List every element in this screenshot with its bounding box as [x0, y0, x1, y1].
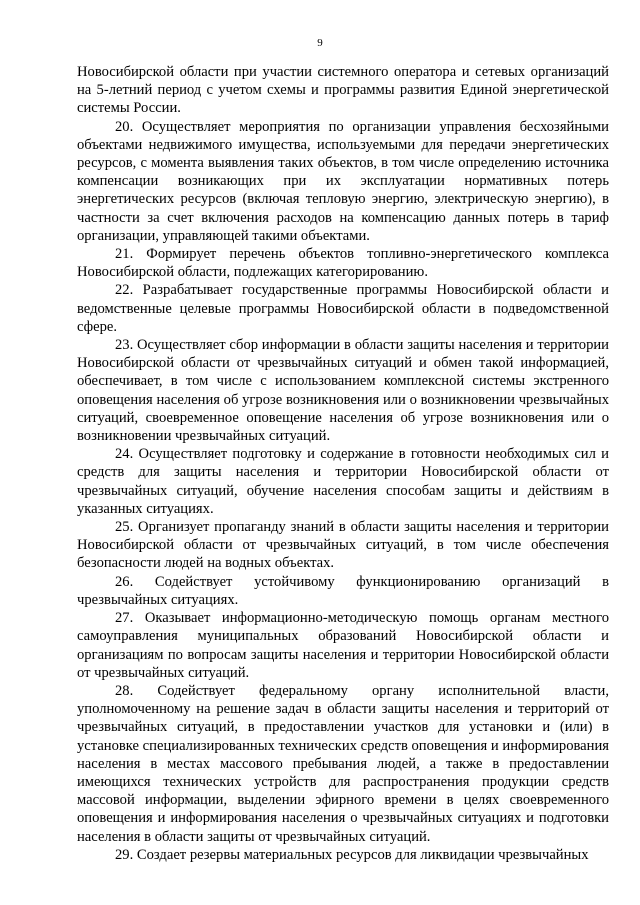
paragraph-item-24: 24. Осуществляет подготовку и содержание в готовности необходимых сил и средств для защиты населения и территории Новосибирской области от чрезвычайных ситуаций, обучение населения способам защиты и действиям в указанных ситуациях. [77, 446, 609, 517]
page-number: 9 [317, 37, 323, 49]
paragraph-item-20: 20. Осуществляет мероприятия по организации управления бесхозяйными объектами недвижимого имущества, используемыми для передачи энергетических ресурсов, с момента выявления таких объектов, в том числе определению источника компенсации возникающих при их эксплуатации нормативных потерь энергетических ресурсов (включая тепловую энергию, электрическую энергию), в частности за счет включения расходов на компенсацию данных потерь в тариф организации, управляющей такими объектами. [77, 118, 609, 244]
paragraph-item-22: 22. Разрабатывает государственные программы Новосибирской области и ведомственные целевые программы Новосибирской области в подведомственной сфере. [77, 282, 609, 335]
paragraph-item-25: 25. Организует пропаганду знаний в области защиты населения и территории Новосибирской области от чрезвычайных ситуаций, в том числе обеспечения безопасности людей на водных объектах. [77, 519, 609, 572]
paragraph-item-29: 29. Создает резервы материальных ресурсов для ликвидации чрезвычайных [115, 846, 589, 863]
document-body [77, 63, 609, 864]
paragraph-item-27: 27. Оказывает информационно-методическую помощь органам местного самоуправления муниципальных образований Новосибирской области и организациям по вопросам защиты населения и территории Новосибирской области от чрезвычайных ситуаций. [77, 610, 609, 681]
paragraph-item-21: 21. Формирует перечень объектов топливно-энергетического комплекса Новосибирской области, подлежащих категорированию. [77, 246, 609, 281]
paragraph-item-26: 26. Содействует устойчивому функционированию организаций в чрезвычайных ситуациях. [77, 573, 609, 608]
paragraph-continuation: Новосибирской области при участии системного оператора и сетевых организаций на 5-летний период с учетом схемы и программы развития Единой энергетической системы России. [77, 64, 609, 117]
paragraph-item-28: 28. Содействует федеральному органу исполнительной власти, уполномоченному на решение задач в области защиты населения и территорий от чрезвычайных ситуаций, в предоставлении участков для установки и (или) в установке специализированных технических средств оповещения и информирования населения в местах массового пребывания людей, а также в предоставлении имеющихся технических устройств для распространения продукции средств массовой информации, выделении эфирного времени в целях своевременного оповещения и информирования населения о чрезвычайных ситуациях и подготовки населения в области защиты от чрезвычайных ситуаций. [77, 682, 609, 845]
paragraph-item-23: 23. Осуществляет сбор информации в области защиты населения и территории Новосибирской области от чрезвычайных ситуаций и обмен такой информацией, обеспечивает, в том числе с использованием комплексной системы экстренного оповещения населения об угрозе возникновения или о возникновении чрезвычайных ситуаций, своевременное оповещение населения об угрозе возникновения или о возникновении чрезвычайных ситуаций. [77, 337, 609, 445]
